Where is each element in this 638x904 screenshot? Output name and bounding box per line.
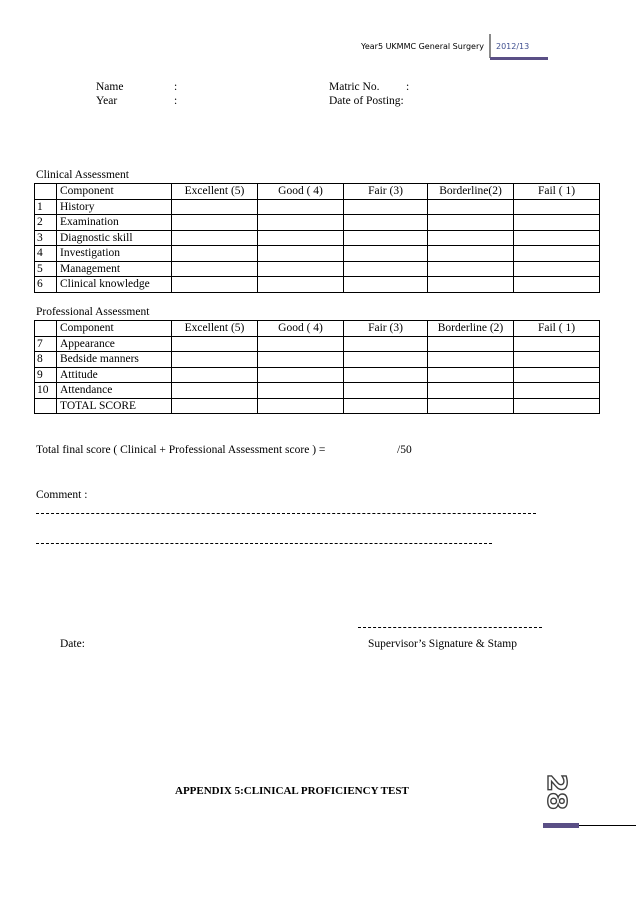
total-score-cell[interactable] xyxy=(428,398,514,414)
table-row xyxy=(35,352,600,368)
score-cell[interactable] xyxy=(258,367,344,383)
table-row xyxy=(35,215,600,231)
row-number: 9 xyxy=(35,367,57,383)
footer-rule xyxy=(579,825,636,826)
score-cell[interactable] xyxy=(428,230,514,246)
score-cell[interactable] xyxy=(514,383,600,399)
comment-line-2[interactable] xyxy=(36,543,492,544)
row-number: 1 xyxy=(35,199,57,215)
score-cell[interactable] xyxy=(172,336,258,352)
score-cell[interactable] xyxy=(258,215,344,231)
score-cell[interactable] xyxy=(172,230,258,246)
score-cell[interactable] xyxy=(428,261,514,277)
score-cell[interactable] xyxy=(428,367,514,383)
score-cell[interactable] xyxy=(258,277,344,293)
table-header-row xyxy=(35,321,600,337)
score-cell[interactable] xyxy=(258,199,344,215)
score-cell[interactable] xyxy=(344,352,428,368)
score-cell[interactable] xyxy=(514,261,600,277)
table-row xyxy=(35,336,600,352)
total-score-cell[interactable] xyxy=(344,398,428,414)
comment-label: Comment : xyxy=(36,489,88,501)
appendix-title: APPENDIX 5:CLINICAL PROFICIENCY TEST xyxy=(175,785,409,797)
component-cell: Investigation xyxy=(57,246,172,262)
score-cell[interactable] xyxy=(258,352,344,368)
score-cell[interactable] xyxy=(344,383,428,399)
component-cell: Management xyxy=(57,261,172,277)
score-cell[interactable] xyxy=(172,277,258,293)
row-number: 7 xyxy=(35,336,57,352)
name-colon: : xyxy=(174,81,178,93)
row-number: 8 xyxy=(35,352,57,368)
score-cell[interactable] xyxy=(172,367,258,383)
score-cell[interactable] xyxy=(514,246,600,262)
column-header: Fail ( 1) xyxy=(514,321,600,337)
table-header-row xyxy=(35,184,600,200)
component-cell: Attendance xyxy=(57,383,172,399)
score-cell[interactable] xyxy=(258,336,344,352)
component-cell: Bedside manners xyxy=(57,352,172,368)
total-score-cell[interactable] xyxy=(172,398,258,414)
column-header: Good ( 4) xyxy=(258,321,344,337)
score-cell[interactable] xyxy=(514,215,600,231)
row-number: 5 xyxy=(35,261,57,277)
score-cell[interactable] xyxy=(344,215,428,231)
table-row xyxy=(35,367,600,383)
table-row xyxy=(35,261,600,277)
total-final-max: /50 xyxy=(397,444,412,456)
column-header: Good ( 4) xyxy=(258,184,344,200)
clinical-title: Clinical Assessment xyxy=(36,169,129,181)
score-cell[interactable] xyxy=(344,367,428,383)
table-row xyxy=(35,246,600,262)
table-row xyxy=(35,230,600,246)
row-number: 6 xyxy=(35,277,57,293)
column-header: Fail ( 1) xyxy=(514,184,600,200)
matric-colon: : xyxy=(406,81,410,93)
score-cell[interactable] xyxy=(344,199,428,215)
score-cell[interactable] xyxy=(428,215,514,231)
total-final-label: Total final score ( Clinical + Professional Assessment score ) = xyxy=(36,444,326,456)
professional-title: Professional Assessment xyxy=(36,306,150,318)
score-cell[interactable] xyxy=(428,383,514,399)
row-number: 10 xyxy=(35,383,57,399)
column-header: Fair (3) xyxy=(344,321,428,337)
score-cell[interactable] xyxy=(344,277,428,293)
column-header: Excellent (5) xyxy=(172,184,258,200)
header-year: 2012/13 xyxy=(496,42,530,51)
header-divider xyxy=(489,34,491,58)
score-cell[interactable] xyxy=(172,383,258,399)
component-cell: Appearance xyxy=(57,336,172,352)
score-cell[interactable] xyxy=(428,336,514,352)
page-number: 28 xyxy=(541,773,572,811)
total-score-cell[interactable] xyxy=(258,398,344,414)
component-cell: History xyxy=(57,199,172,215)
signature-label: Supervisor’s Signature & Stamp xyxy=(368,638,517,650)
table-row xyxy=(35,383,600,399)
row-number: 2 xyxy=(35,215,57,231)
signature-line[interactable] xyxy=(358,627,542,628)
score-cell[interactable] xyxy=(344,230,428,246)
table-row xyxy=(35,277,600,293)
score-cell[interactable] xyxy=(344,336,428,352)
column-header: Fair (3) xyxy=(344,184,428,200)
name-label: Name xyxy=(96,81,124,93)
date-label: Date: xyxy=(60,638,85,650)
score-cell[interactable] xyxy=(428,246,514,262)
total-score-cell[interactable] xyxy=(514,398,600,414)
clinical-assessment-table xyxy=(34,183,600,293)
score-cell[interactable] xyxy=(428,352,514,368)
score-cell[interactable] xyxy=(258,261,344,277)
score-cell[interactable] xyxy=(172,261,258,277)
column-header: Borderline (2) xyxy=(428,321,514,337)
score-cell[interactable] xyxy=(514,352,600,368)
professional-assessment-table xyxy=(34,320,600,414)
score-cell[interactable] xyxy=(258,230,344,246)
score-cell[interactable] xyxy=(258,383,344,399)
table-row xyxy=(35,199,600,215)
column-header: Component xyxy=(57,321,172,337)
score-cell[interactable] xyxy=(428,199,514,215)
score-cell[interactable] xyxy=(344,246,428,262)
column-header: Component xyxy=(57,184,172,200)
component-cell: Diagnostic skill xyxy=(57,230,172,246)
score-cell[interactable] xyxy=(514,230,600,246)
score-cell[interactable] xyxy=(428,277,514,293)
score-cell[interactable] xyxy=(172,352,258,368)
header-course: Year5 UKMMC General Surgery xyxy=(361,42,484,51)
row-number: 4 xyxy=(35,246,57,262)
score-cell[interactable] xyxy=(514,199,600,215)
component-cell: Clinical knowledge xyxy=(57,277,172,293)
score-cell[interactable] xyxy=(172,215,258,231)
score-cell[interactable] xyxy=(172,246,258,262)
total-score-row xyxy=(35,398,600,414)
row-number: 3 xyxy=(35,230,57,246)
component-cell: Attitude xyxy=(57,367,172,383)
year-colon: : xyxy=(174,95,178,107)
column-header: Excellent (5) xyxy=(172,321,258,337)
score-cell[interactable] xyxy=(514,277,600,293)
score-cell[interactable] xyxy=(514,367,600,383)
footer-accent-bar xyxy=(543,823,579,828)
score-cell[interactable] xyxy=(172,199,258,215)
year-label: Year xyxy=(96,95,118,107)
score-cell[interactable] xyxy=(514,336,600,352)
matric-label: Matric No. xyxy=(329,81,380,93)
score-cell[interactable] xyxy=(258,246,344,262)
column-header: Borderline(2) xyxy=(428,184,514,200)
score-cell[interactable] xyxy=(344,261,428,277)
header-accent-bar xyxy=(490,57,548,60)
comment-line-1[interactable] xyxy=(36,513,536,514)
component-cell: Examination xyxy=(57,215,172,231)
posting-label: Date of Posting: xyxy=(329,95,404,107)
total-score-label: TOTAL SCORE xyxy=(57,398,172,414)
